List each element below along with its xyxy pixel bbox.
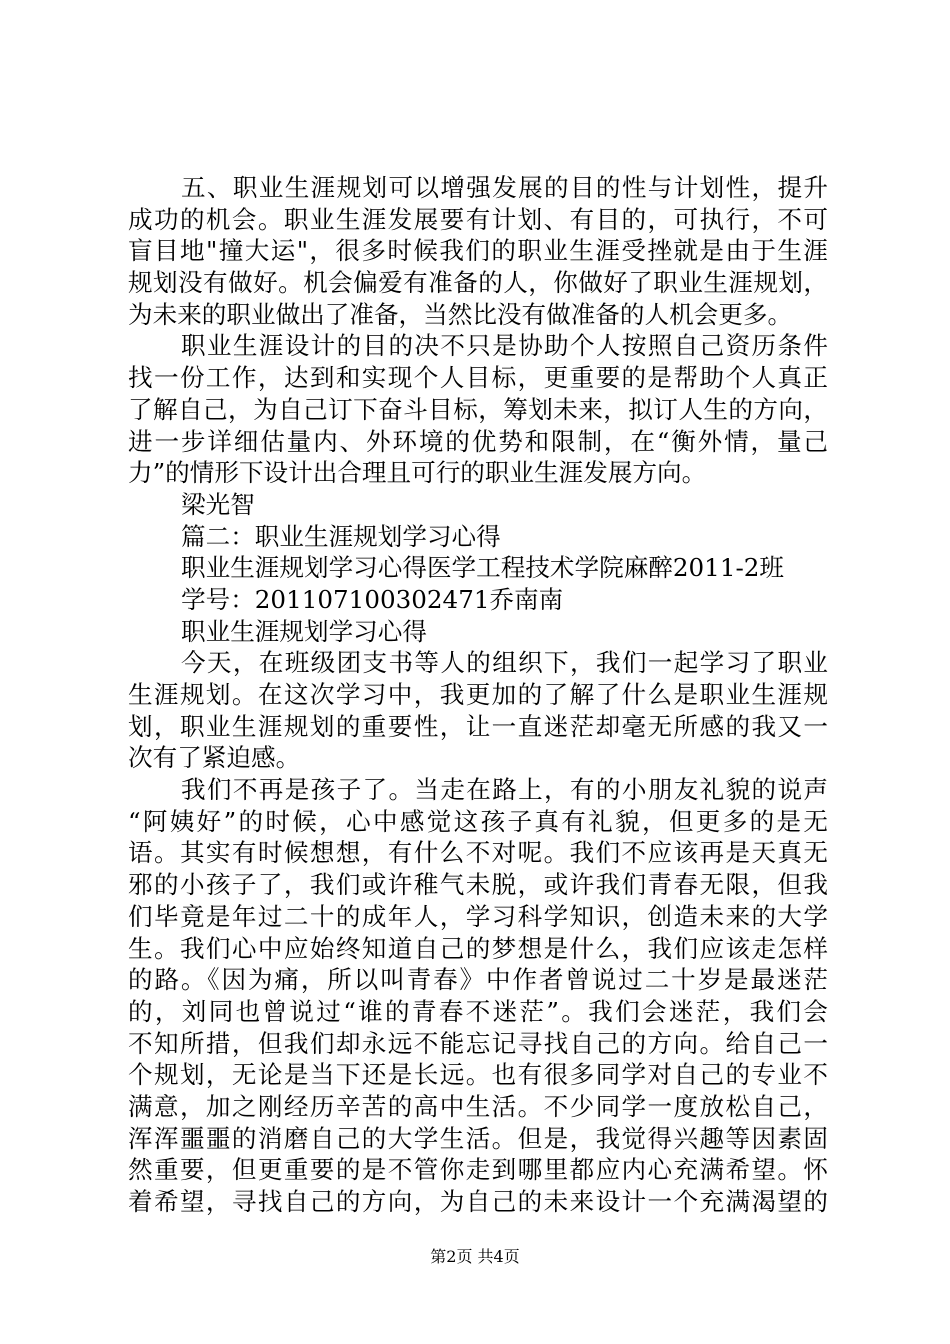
page-number: 第2页 <box>430 1247 473 1266</box>
paragraph-line: 满意，加之刚经历辛苦的高中生活。不少同学一度放松自己， <box>128 1091 828 1121</box>
paragraph-line: 盲目地"撞大运"，很多时候我们的职业生涯受挫就是由于生涯 <box>128 236 828 266</box>
paragraph-line: 着希望，寻找自己的方向，为自己的未来设计一个充满渴望的 <box>128 1187 828 1216</box>
paragraph-line: 然重要，但更重要的是不管你走到哪里都应内心充满希望。怀 <box>128 1155 828 1185</box>
paragraph-line: 了解自己，为自己订下奋斗目标，筹划未来，拟订人生的方向， <box>128 394 828 424</box>
section-heading: 篇二：职业生涯规划学习心得 <box>181 521 501 551</box>
paragraph-line: 生。我们心中应始终知道自己的梦想是什么，我们应该走怎样 <box>128 933 828 963</box>
paragraph-line: 找一份工作，达到和实现个人目标，更重要的是帮助个人真正 <box>128 363 828 393</box>
paragraph-line: 五、职业生涯规划可以增强发展的目的性与计划性，提升 <box>181 173 828 202</box>
paragraph-line: 语。其实有时候想想，有什么不对呢。我们不应该再是天真无 <box>128 838 828 868</box>
paragraph-line: 浑浑噩噩的消磨自己的大学生活。但是，我觉得兴趣等因素固 <box>128 1123 828 1153</box>
paragraph-line: 今天，在班级团支书等人的组织下，我们一起学习了职业 <box>181 648 828 678</box>
paragraph-line: 的路。《因为痛，所以叫青春》中作者曾说过二十岁是最迷茫 <box>128 965 828 995</box>
paragraph-line: 为未来的职业做出了准备，当然比没有做准备的人机会更多。 <box>128 299 793 329</box>
student-id-line: 学号：201107100302471乔南南 <box>181 584 564 614</box>
paragraph-line: 的，刘同也曾说过“谁的青春不迷茫”。我们会迷茫，我们会 <box>128 996 828 1026</box>
paragraph-line: 邪的小孩子了，我们或许稚气未脱，或许我们青春无限，但我 <box>128 870 828 900</box>
paragraph-line: 生涯规划。在这次学习中，我更加的了解了什么是职业生涯规 <box>128 680 828 709</box>
paragraph-line: 次有了紧迫感。 <box>128 743 301 773</box>
paragraph-line: 我们不再是孩子了。当走在路上，有的小朋友礼貌的说声 <box>181 775 828 805</box>
paragraph-line: 力”的情形下设计出合理且可行的职业生涯发展方向。 <box>128 458 707 488</box>
article-subtitle: 职业生涯规划学习心得 <box>181 616 427 646</box>
document-body <box>128 172 828 1218</box>
paragraph-line: 不知所措，但我们却永远不能忘记寻找自己的方向。给自己一 <box>128 1028 828 1058</box>
article-title-line: 职业生涯规划学习心得医学工程技术学院麻醉2011-2班 <box>181 553 785 583</box>
paragraph-line: 个规划，无论是当下还是长远。也有很多同学对自己的专业不 <box>128 1060 828 1090</box>
paragraph-line: 划，职业生涯规划的重要性，让一直迷茫却毫无所感的我又一 <box>128 711 828 741</box>
paragraph-line: 进一步详细估量内、外环境的优势和限制，在“衡外情，量己 <box>128 426 828 456</box>
paragraph-line: 们毕竟是年过二十的成年人，学习科学知识，创造未来的大学 <box>128 901 828 931</box>
page-total: 共4页 <box>477 1247 520 1266</box>
page-footer <box>0 1247 950 1267</box>
paragraph-line: “阿姨好”的时候，心中感觉这孩子真有礼貌，但更多的是无 <box>128 806 828 836</box>
author-name: 梁光智 <box>181 489 255 519</box>
paragraph-line: 职业生涯设计的目的决不只是协助个人按照自己资历条件 <box>181 331 828 361</box>
paragraph-line: 成功的机会。职业生涯发展要有计划、有目的，可执行，不可 <box>128 204 828 234</box>
paragraph-line: 规划没有做好。机会偏爱有准备的人，你做好了职业生涯规划， <box>128 268 828 298</box>
